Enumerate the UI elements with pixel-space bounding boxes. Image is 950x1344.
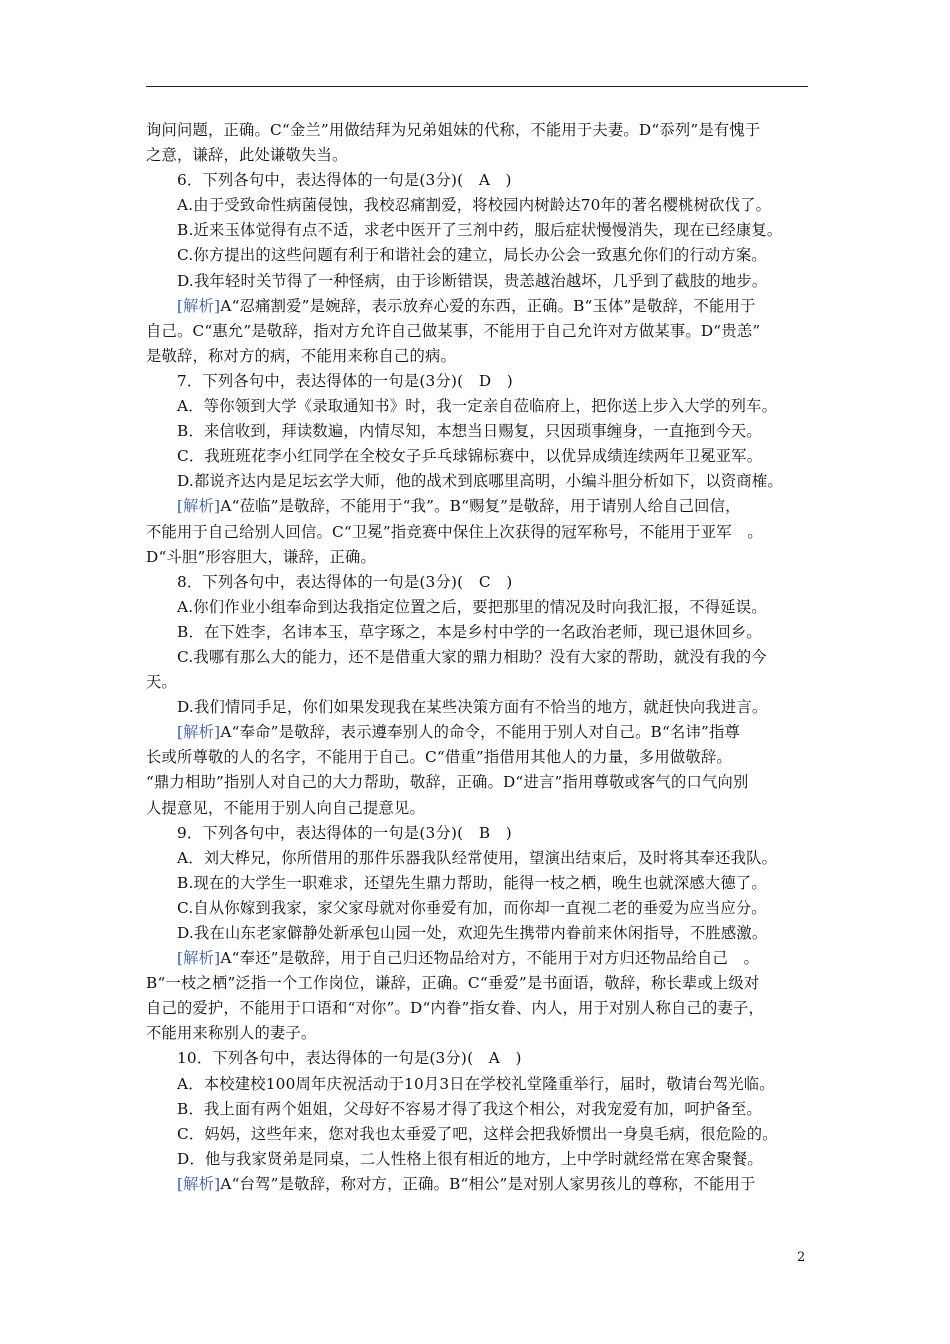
line-text: B．来信收到，拜读数遍，内情尽知，本想当日赐复，只因琐事缠身，一直拖到今天。 (177, 422, 762, 441)
line-text: D.我年轻时关节得了一种怪病，由于诊断错误，贵恙越治越坏，几乎到了截肢的地步。 (177, 271, 768, 290)
text-line (146, 770, 810, 795)
line-text: B“一枝之栖”泛指一个工作岗位，谦辞，正确。C“垂爱”是书面语，敬辞，称长辈或上级对 (146, 974, 760, 993)
text-line (146, 745, 810, 770)
line-text: A“奉还”是敬辞，用于自己归还物品给对方，不能用于对方归还物品给自己 。 (220, 949, 760, 968)
text-line (146, 193, 810, 218)
line-text: A.你们作业小组奉命到达我指定位置之后，要把那里的情况及时向我汇报，不得延误。 (177, 597, 767, 616)
text-line (146, 344, 810, 369)
line-text: A．等你领到大学《录取通知书》时，我一定亲自莅临府上，把你送上步入大学的列车。 (177, 397, 778, 416)
text-line (146, 1122, 810, 1147)
line-text: A“奉命”是敬辞，表示遵奉别人的命令，不能用于别人对自己。B“名讳”指尊 (220, 723, 741, 742)
text-line (146, 670, 810, 695)
line-text: D.我们情同手足，你们如果发现我在某些决策方面有不恰当的地方，就赶快向我进言。 (177, 698, 768, 717)
line-text: 自己。C“惠允”是敬辞，指对方允许自己做某事，不能用于自己允许对方做某事。D“贵恙” (146, 321, 761, 340)
text-line (146, 871, 810, 896)
line-text: D.都说齐达内是足坛玄学大师，他的战术到底哪里高明，小编斗胆分析如下，以资商榷。 (177, 472, 783, 491)
text-line (146, 645, 810, 670)
line-text: A“忍痛割爱”是婉辞，表示放弃心爱的东西，正确。B“玉体”是敬辞，不能用于 (220, 296, 756, 315)
analysis-line (146, 494, 810, 519)
text-line (146, 896, 810, 921)
line-text: 不能用于自己给别人回信。C“卫冕”指竞赛中保住上次获得的冠军称号，不能用于亚军 。 (146, 522, 763, 541)
header-rule (146, 86, 808, 87)
text-line (146, 996, 810, 1021)
line-text: 7．下列各句中，表达得体的一句是(3分)( D ) (177, 371, 513, 390)
line-text: 6．下列各句中，表达得体的一句是(3分)( A ) (177, 171, 512, 190)
text-line (146, 1021, 810, 1046)
text-line (146, 394, 810, 419)
analysis-tag: [解析] (177, 949, 221, 968)
text-line (146, 168, 810, 193)
text-line (146, 921, 810, 946)
analysis-tag: [解析] (177, 723, 221, 742)
line-text: A“莅临”是敬辞，不能用于“我”。B“赐复”是敬辞，用于请别人给自己回信， (220, 497, 741, 516)
text-line (146, 1147, 810, 1172)
line-text: 人提意见，不能用于别人向自己提意见。 (146, 798, 425, 817)
text-line (146, 520, 810, 545)
line-text: A．刘大桦兄，你所借用的那件乐器我队经常使用，望演出结束后，及时将其奉还我队。 (177, 848, 778, 867)
line-text: 天。 (146, 673, 177, 692)
analysis-tag: [解析] (177, 1174, 221, 1193)
page-number: 2 (797, 1250, 806, 1265)
line-text: C．我班班花李小红同学在全校女子乒乓球锦标赛中，以优异成绩连续两年卫冕亚军。 (177, 447, 763, 466)
line-text: D．他与我家贤弟是同桌，二人性格上很有相近的地方，上中学时就经常在寒舍聚餐。 (177, 1149, 763, 1168)
line-text: 自己的爱护，不能用于口语和“对你”。D“内眷”指女眷、内人，用于对别人称自己的妻子， (146, 999, 764, 1018)
text-line (146, 545, 810, 570)
line-text: C.自从你嫁到我家，家父家母就对你垂爱有加，而你却一直视二老的垂爱为应当应分。 (177, 898, 767, 917)
line-text: 长或所尊敬的人的名字，不能用于自己。C“借重”指借用其他人的力量，多用做敬辞。 (146, 748, 732, 767)
text-line (146, 695, 810, 720)
text-line (146, 444, 810, 469)
text-line (146, 1046, 810, 1071)
text-line (146, 369, 810, 394)
line-text: 之意，谦辞，此处谦敬失当。 (146, 146, 348, 165)
line-text: B．我上面有两个姐姐，父母好不容易才得了我这个相公，对我宠爱有加，呵护备至。 (177, 1099, 762, 1118)
text-line (146, 243, 810, 268)
text-line (146, 570, 810, 595)
text-line (146, 971, 810, 996)
text-line (146, 143, 810, 168)
text-line (146, 269, 810, 294)
document-body (146, 118, 810, 1197)
line-text: “鼎力相助”指别人对自己的大力帮助，敬辞，正确。D“进言”指用尊敬或客气的口气向别 (146, 773, 749, 792)
line-text: B．在下姓李，名讳本玉，草字琢之，本是乡村中学的一名政治老师，现已退休回乡。 (177, 622, 762, 641)
text-line (146, 821, 810, 846)
text-line (146, 1072, 810, 1097)
line-text: A．本校建校100周年庆祝活动于10月3日在学校礼堂隆重举行，届时，敬请台驾光临。 (177, 1074, 775, 1093)
text-line (146, 595, 810, 620)
text-line (146, 118, 810, 143)
line-text: B.近来玉体觉得有点不适，求老中医开了三剂中药，服后症状慢慢消失，现在已经康复。 (177, 221, 783, 240)
line-text: C．妈妈，这些年来，您对我也太垂爱了吧，这样会把我娇惯出一身臭毛病，很危险的。 (177, 1124, 778, 1143)
text-line (146, 218, 810, 243)
line-text: A“台驾”是敬辞，称对方，正确。B“相公”是对别人家男孩儿的尊称，不能用于 (220, 1174, 756, 1193)
line-text: B.现在的大学生一职难求，还望先生鼎力帮助，能得一枝之栖，晚生也就深感大德了。 (177, 873, 767, 892)
line-text: D.我在山东老家僻静处新承包山园一处，欢迎先生携带内眷前来休闲指导，不胜感激。 (177, 924, 768, 942)
text-line (146, 796, 810, 821)
text-line (146, 319, 810, 344)
analysis-line (146, 294, 810, 319)
text-line (146, 419, 810, 444)
line-text: A.由于受致命性病菌侵蚀，我校忍痛割爱，将校园内树龄达70年的著名樱桃树砍伐了。 (177, 196, 772, 215)
line-text: D“斗胆”形容胆大，谦辞，正确。 (146, 547, 376, 566)
text-line (146, 1097, 810, 1122)
line-text: 询问问题，正确。C“金兰”用做结拜为兄弟姐妹的代称，不能用于夫妻。D“忝列”是有愧于 (146, 121, 761, 139)
analysis-tag: [解析] (177, 497, 221, 516)
line-text: 10．下列各句中，表达得体的一句是(3分)( A ) (177, 1049, 522, 1068)
line-text: 不能用来称别人的妻子。 (146, 1024, 317, 1043)
analysis-line (146, 720, 810, 745)
line-text: 8．下列各句中，表达得体的一句是(3分)( C ) (177, 572, 513, 591)
line-text: 9．下列各句中，表达得体的一句是(3分)( B ) (177, 823, 512, 842)
analysis-line (146, 1172, 810, 1197)
line-text: C.我哪有那么大的能力，还不是借重大家的鼎力相助？没有大家的帮助，就没有我的今 (177, 647, 767, 666)
analysis-line (146, 946, 810, 971)
text-line (146, 620, 810, 645)
line-text: C.你方提出的这些问题有利于和谐社会的建立，局长办公会一致惠允你们的行动方案。 (177, 246, 767, 265)
text-line (146, 469, 810, 494)
text-line (146, 846, 810, 871)
line-text: 是敬辞，称对方的病，不能用来称自己的病。 (146, 346, 456, 365)
analysis-tag: [解析] (177, 296, 221, 315)
